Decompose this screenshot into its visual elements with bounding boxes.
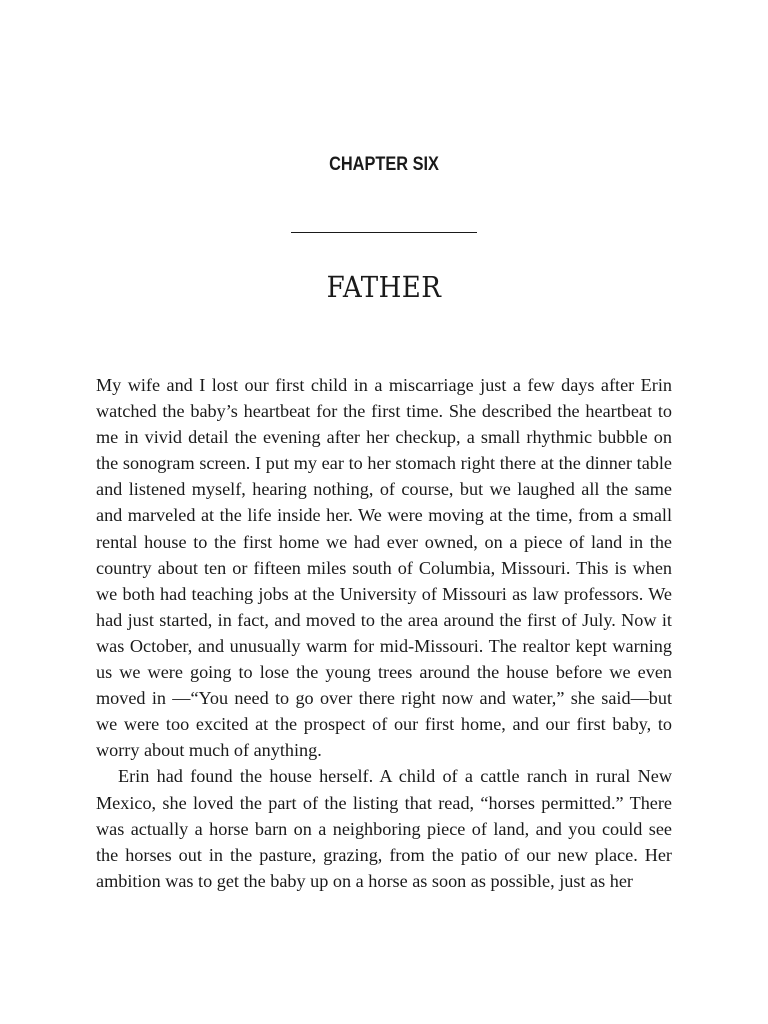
chapter-title: FATHER [326, 270, 442, 304]
paragraph-1: My wife and I lost our first child in a miscarriage just a few days after Erin watched the baby’s heartbeat for the first time. She described the heartbeat to me in vivid detail the evening after her checkup, a small rhythmic bubble on the sonogram screen. I put my ear to her stomach right there at the dinner table and listened myself, hearing nothing, of course, but we laughed all the same and marveled at the life inside her. We were moving at the time, from a small rental house to the first home we had ever owned, on a piece of land in the country about ten or fifteen miles south of Columbia, Missouri. This is when we both had teaching jobs at the University of Missouri as law professors. We had just started, in fact, and moved to the area around the first of July. Now it was October, and unusually warm for mid-Missouri. The realtor kept warning us we were going to lose the young trees around the house before we even moved in —“You need to go over there right now and water,” she said—but we were too excited at the prospect of our first home, and our first baby, to worry about much of anything. [96, 375, 672, 761]
chapter-number: CHAPTER SIX [329, 154, 439, 175]
chapter-body [96, 372, 672, 894]
paragraph-2: Erin had found the house herself. A child of a cattle ranch in rural New Mexico, she loved the part of the listing that read, “horses permitted.” There was actually a horse barn on a neighboring piece of land, and you could see the horses out in the pasture, grazing, from the patio of our new place. Her ambition was to get the baby up on a horse as soon as possible, just as her [96, 766, 672, 891]
title-divider [291, 232, 477, 233]
